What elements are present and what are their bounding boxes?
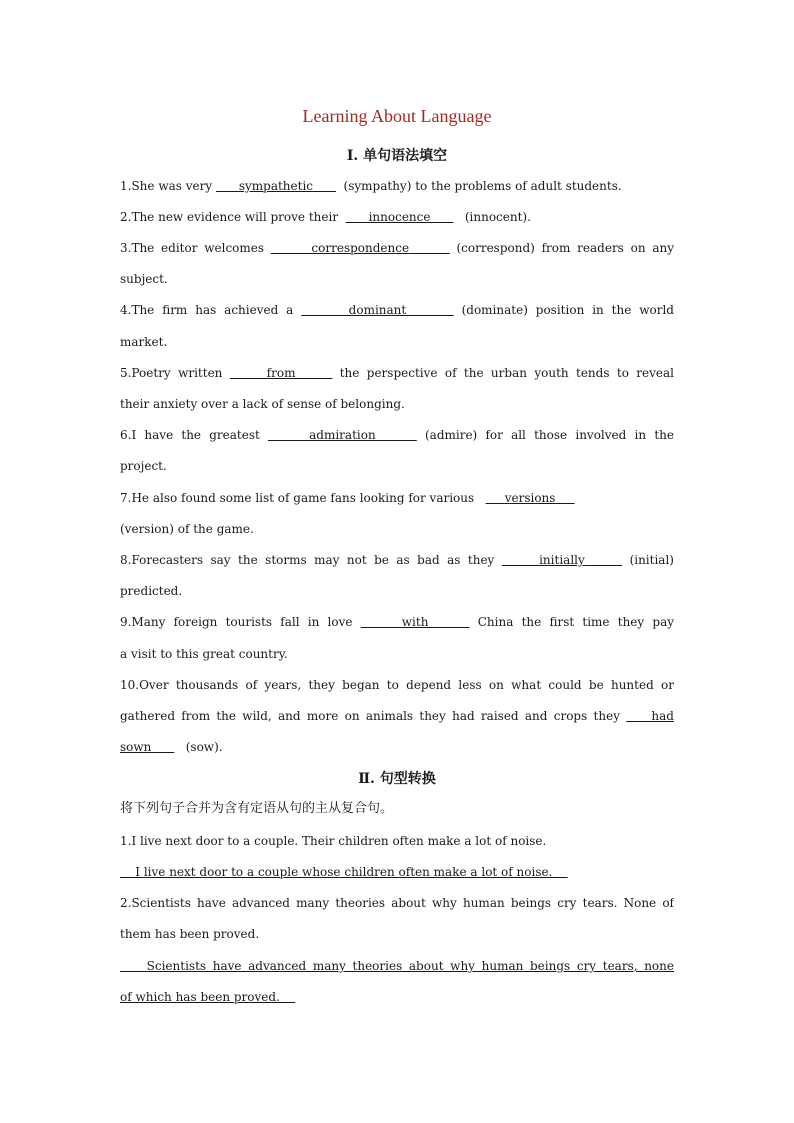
question-8-text: Forecasters say the storms may not be as bad as they	[131, 553, 502, 567]
document-title: Learning About Language	[302, 106, 492, 126]
question-2-number: 2.	[120, 210, 132, 224]
question-1-number: 1.	[120, 179, 132, 193]
question-2-answer[interactable]: innocence	[368, 210, 431, 224]
question-3-answer[interactable]: correspondence	[311, 241, 410, 255]
question-4	[120, 302, 674, 318]
rewrite-2-text: Scientists have advanced many theories about why human beings cry tears. None of	[131, 896, 674, 910]
question-7-number: 7.	[120, 491, 132, 505]
section-1-heading: Ⅰ. 单句语法填空	[346, 148, 448, 164]
question-9-hint: China the first time they pay	[477, 615, 674, 629]
question-10-hint: (sow).	[185, 740, 223, 754]
question-1	[120, 178, 674, 194]
question-6-text: I have the greatest	[131, 428, 269, 442]
rewrite-2-answer[interactable]: Scientists have advanced many theories about why human beings cry tears, none	[146, 959, 674, 973]
question-10-answer[interactable]: had	[651, 709, 674, 723]
rewrite-1-answer-line[interactable]	[120, 864, 674, 880]
question-10-line-3	[120, 739, 674, 755]
question-4-text: The firm has achieved a	[131, 303, 302, 317]
question-2-text: The new evidence will prove their	[131, 210, 342, 224]
question-7-text: He also found some list of game fans looking for various	[131, 491, 478, 505]
question-6-number: 6.	[120, 428, 132, 442]
question-7-answer[interactable]: versions	[504, 491, 556, 505]
question-9-answer[interactable]: with	[401, 615, 429, 629]
question-2-hint: (innocent).	[464, 210, 531, 224]
rewrite-1-question	[120, 833, 674, 849]
question-5-hint: the perspective of the urban youth tends to reveal	[339, 366, 674, 380]
question-4-continuation: market.	[120, 335, 168, 349]
question-5-continuation: their anxiety over a lack of sense of belonging.	[120, 397, 405, 411]
question-2	[120, 209, 674, 225]
question-6-continuation: project.	[120, 459, 167, 473]
question-4-number: 4.	[120, 303, 132, 317]
question-8-hint: (initial)	[629, 553, 674, 567]
question-6-answer[interactable]: admiration	[309, 428, 376, 442]
question-6-hint: (admire) for all those involved in the	[424, 428, 674, 442]
question-8-number: 8.	[120, 553, 132, 567]
question-6	[120, 427, 674, 443]
rewrite-1-answer[interactable]: I live next door to a couple whose children often make a lot of noise.	[135, 865, 553, 879]
rewrite-2-question-continuation: them has been proved.	[120, 927, 260, 941]
question-4-answer[interactable]: dominant	[348, 303, 407, 317]
question-9-number: 9.	[120, 615, 132, 629]
question-8	[120, 552, 674, 568]
rewrite-2-answer-line-2[interactable]	[120, 989, 674, 1005]
question-5-number: 5.	[120, 366, 132, 380]
question-10-text-2: gathered from the wild, and more on animals they had raised and crops they	[120, 709, 627, 723]
question-10-answer-continued[interactable]: sown	[120, 740, 152, 754]
question-7	[120, 490, 674, 506]
rewrite-2-question	[120, 895, 674, 911]
rewrite-2-number: 2.	[120, 896, 132, 910]
question-5-text: Poetry written	[131, 366, 230, 380]
question-10-line-2	[120, 708, 674, 724]
question-3-hint: (correspond) from readers on any	[456, 241, 674, 255]
question-3-number: 3.	[120, 241, 132, 255]
section-2-heading: Ⅱ. 句型转换	[358, 771, 436, 787]
question-10-text: Over thousands of years, they began to depend less on what could be hunted or	[139, 678, 674, 692]
question-8-answer[interactable]: initially	[539, 553, 585, 567]
rewrite-1-text: I live next door to a couple. Their children often make a lot of noise.	[131, 834, 547, 848]
question-9	[120, 614, 674, 630]
section-2-instruction: 将下列句子合并为含有定语从句的主从复合句。	[120, 801, 394, 816]
question-3-text: The editor welcomes	[131, 241, 271, 255]
question-9-text: Many foreign tourists fall in love	[131, 615, 361, 629]
question-4-hint: (dominate) position in the world	[461, 303, 674, 317]
question-1-hint: (sympathy) to the problems of adult students.	[343, 179, 622, 193]
question-5-answer[interactable]: from	[266, 366, 296, 380]
question-5	[120, 365, 674, 381]
question-9-continuation: a visit to this great country.	[120, 647, 288, 661]
question-3-continuation: subject.	[120, 272, 168, 286]
question-1-text: She was very	[131, 179, 216, 193]
rewrite-2-answer-line[interactable]	[120, 958, 674, 974]
question-3	[120, 240, 674, 256]
question-8-continuation: predicted.	[120, 584, 183, 598]
rewrite-1-number: 1.	[120, 834, 132, 848]
question-1-answer[interactable]: sympathetic	[238, 179, 314, 193]
question-7-continuation: (version) of the game.	[120, 522, 254, 536]
question-10	[120, 677, 674, 693]
question-10-number: 10.	[120, 678, 140, 692]
rewrite-2-answer-continued[interactable]: of which has been proved.	[120, 990, 280, 1004]
